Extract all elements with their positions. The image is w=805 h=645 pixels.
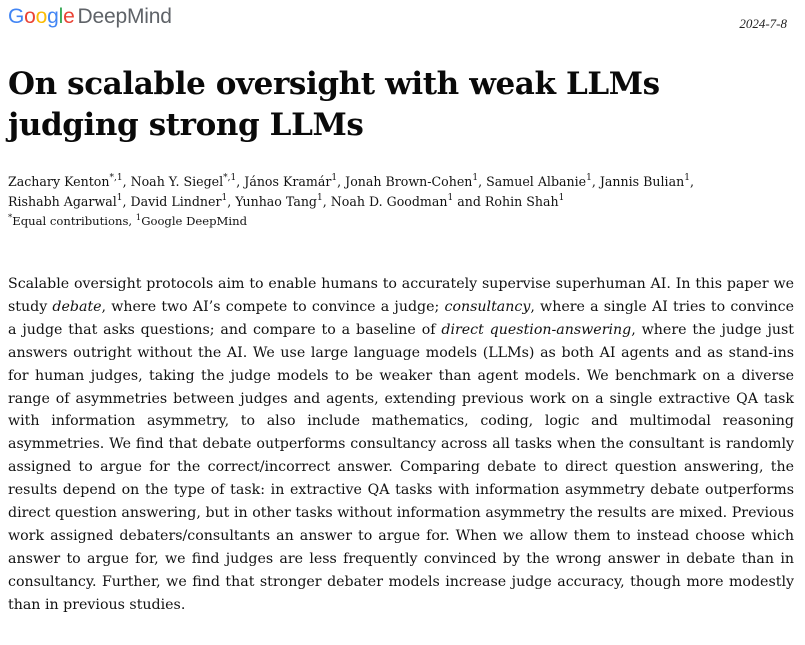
affiliations: [8, 214, 247, 228]
author: János Kramár$^1$,: [244, 172, 346, 189]
term-direct-qa: direct question-answering: [441, 321, 632, 338]
equal-contribution-marker: *: [8, 213, 13, 224]
author: Noah D. Goodman$^1$ and: [330, 192, 485, 209]
author: Samuel Albanie$^1$,: [486, 172, 600, 189]
affiliation-marker: 1: [135, 213, 142, 224]
author: Jannis Bulian$^1$,: [599, 172, 694, 189]
affiliation-name: Google DeepMind: [141, 214, 248, 228]
author: Noah Y. Siegel$^{*,1}$,: [130, 172, 245, 189]
paper-title: On scalable oversight with weak LLMs judging strong LLMs: [8, 66, 660, 143]
author-list: [8, 172, 798, 212]
equal-contribution-note: Equal contributions,: [12, 214, 136, 228]
term-consultancy: consultancy: [444, 298, 531, 315]
author: David Lindner$^1$,: [130, 192, 236, 209]
logo-deepmind-wordmark: DeepMind: [77, 5, 172, 28]
abstract: Scalable oversight protocols aim to enable humans to accurately supervise superhuman AI. In this paper we study debate, where two AI’s compete to convince a judge; consultancy, where a single AI tries to convince a judge that asks questions; and compare to a baseline of direct question-answering, where the judge just answers outright without the AI. We use large language models (LLMs) as both AI agents and as stand-ins for human judges, taking the judge models to be weaker than agent models. We benchmark on a diverse range of asymmetries between judges and agents, extending previous work on a single extractive QA task with information asymmetry, to also include mathematics, coding, logic and multimodal reasoning asymmetries. We find that debate outperforms consultancy across all tasks when the consultant is randomly assigned to argue for the correct/incorrect answer. Comparing debate to direct question answering, the results depend on the type of task: in extractive QA tasks with information asymmetry debate outperforms direct question answering, but in other tasks without information asymmetry the results are mixed. Previous work assigned debaters/consultants an answer to argue for. When we allow them to instead choose which answer to argue for, we find judges are less frequently convinced by the wrong answer in debate than in consultancy. Further, we find that stronger debater models increase judge accuracy, though more modestly than in previous studies.: [8, 276, 794, 613]
author: Rohin Shah$^1$: [484, 192, 565, 209]
publication-date: 2024-7-8: [739, 16, 787, 31]
logo-google-wordmark: Google: [8, 5, 75, 28]
author: Yunhao Tang$^1$,: [235, 192, 331, 209]
google-deepmind-logo: [8, 5, 172, 29]
author: Rishabh Agarwal$^1$,: [8, 192, 131, 209]
author: Zachary Kenton$^{*,1}$,: [8, 172, 131, 189]
term-debate: debate: [52, 298, 102, 315]
author: Jonah Brown-Cohen$^1$,: [345, 172, 487, 189]
